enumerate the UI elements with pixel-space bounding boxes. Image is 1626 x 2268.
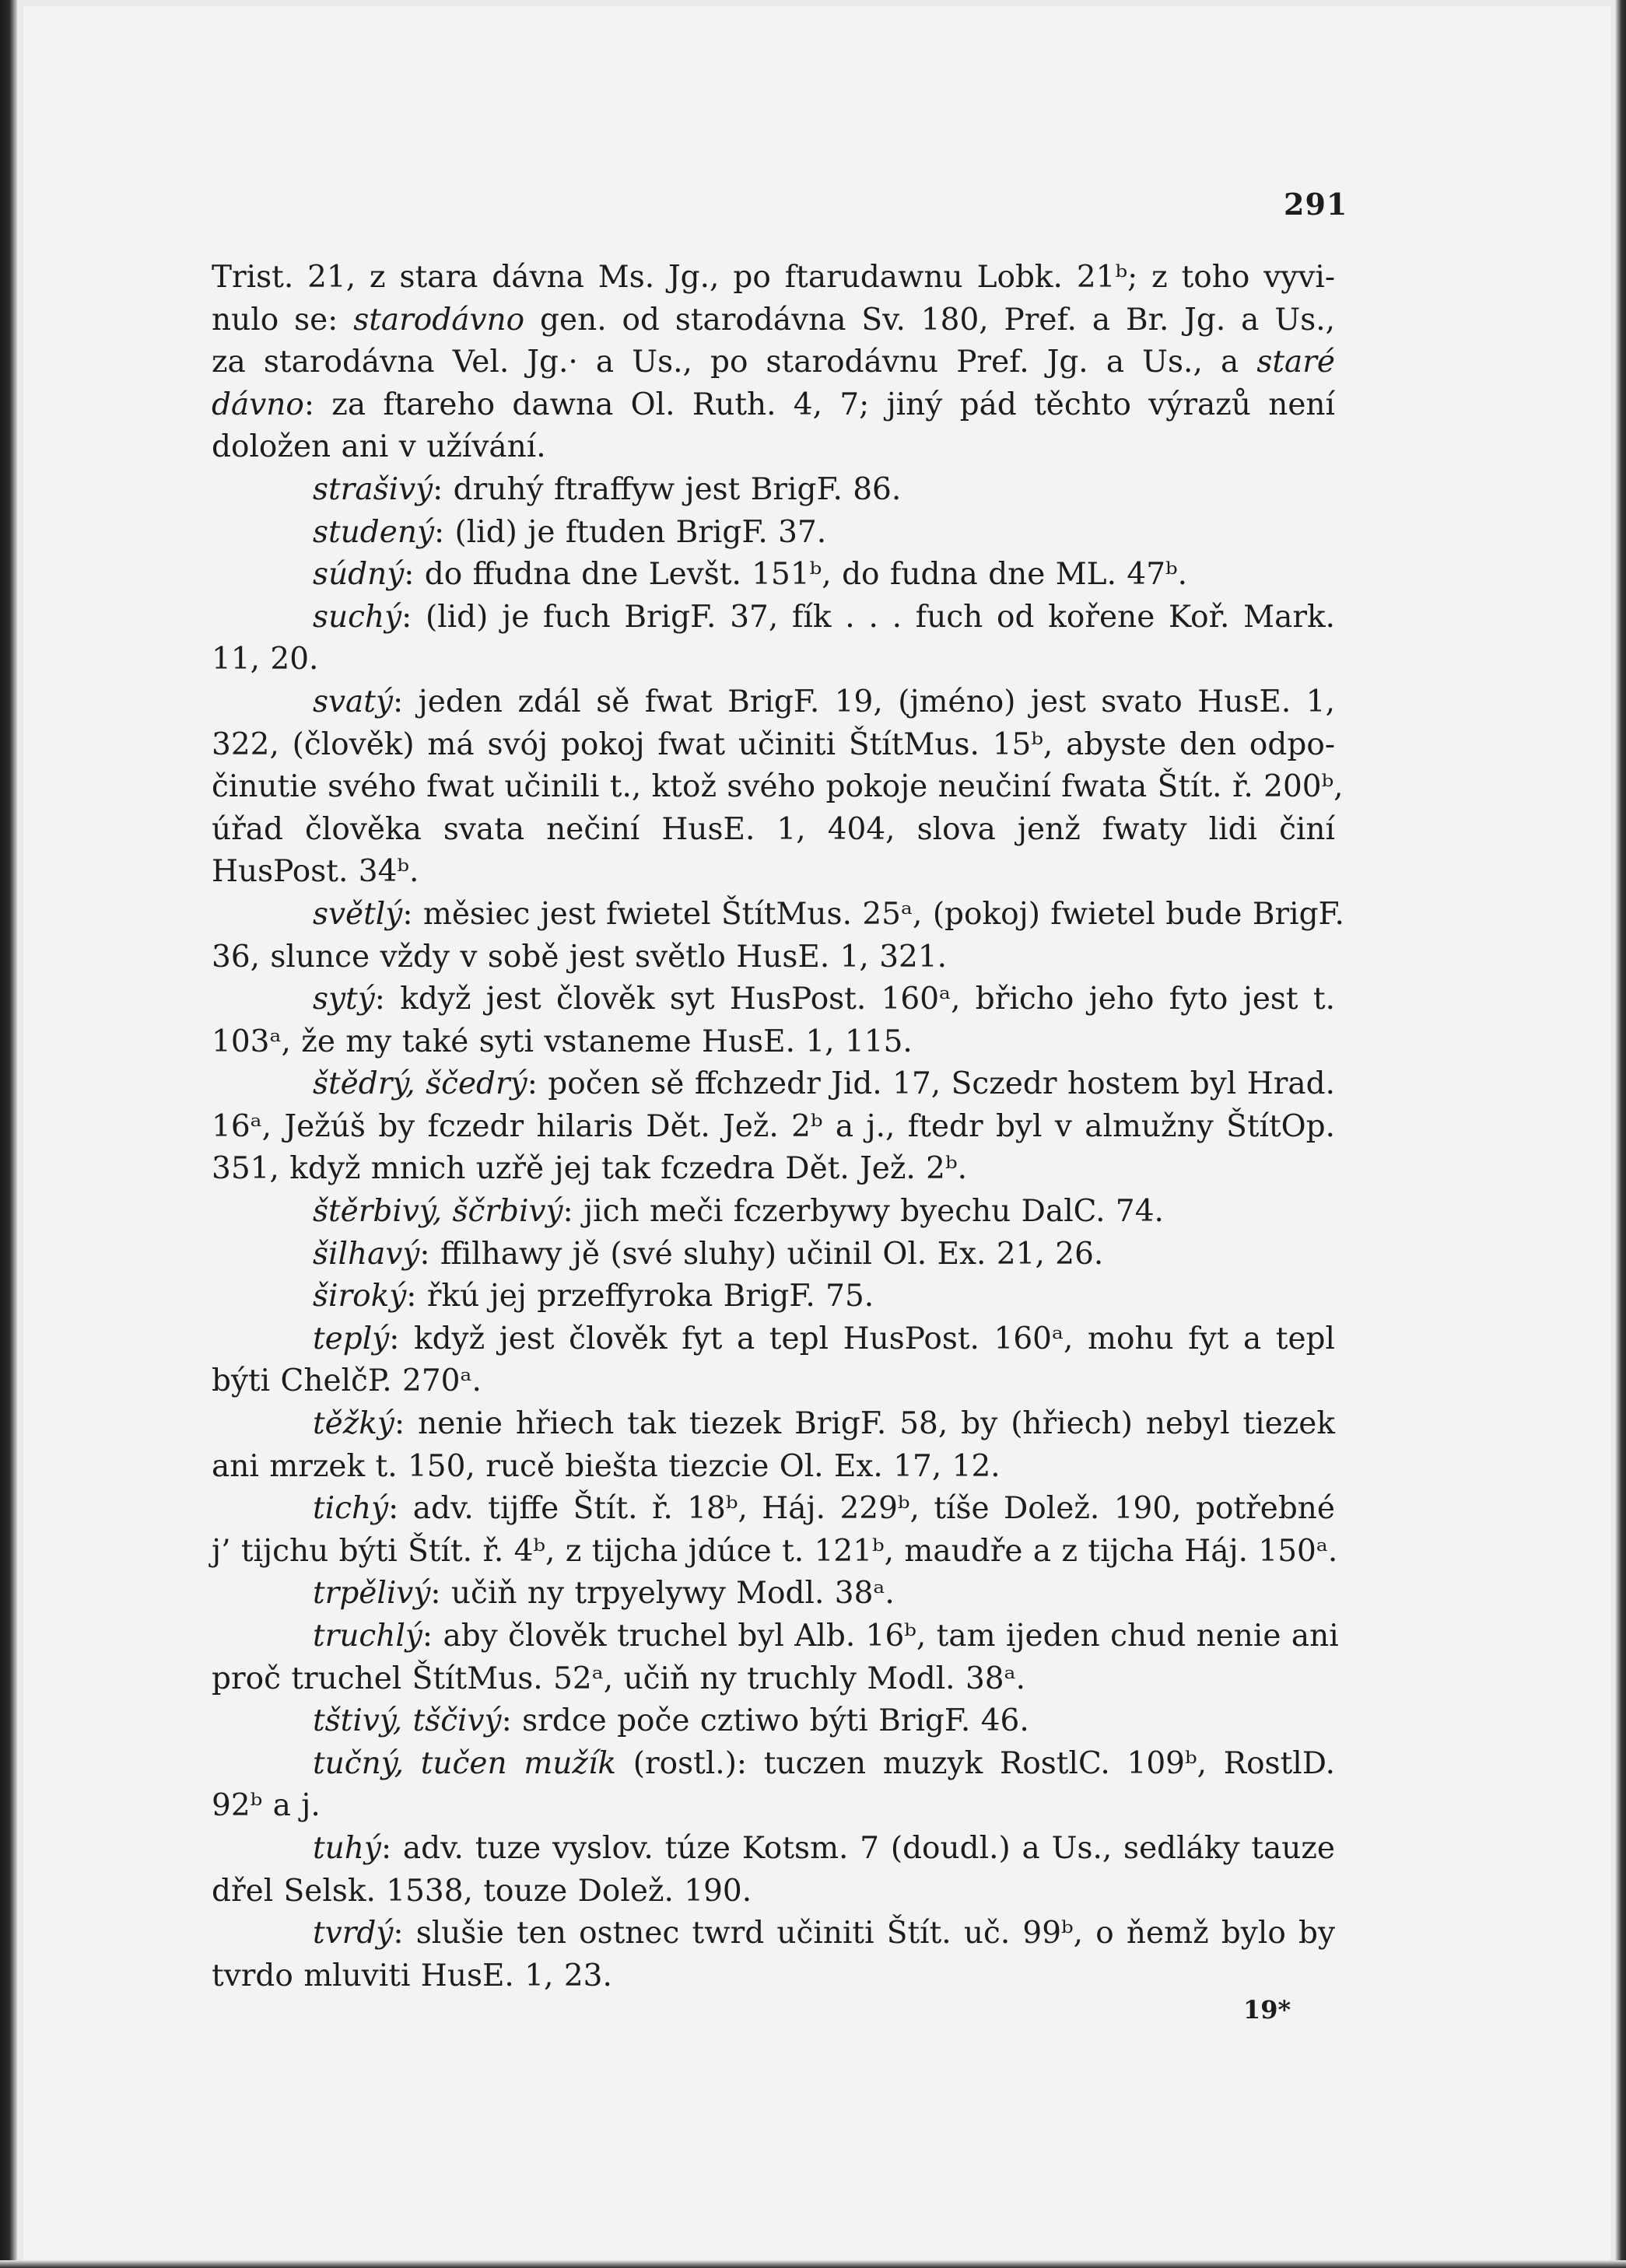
text-line: [212, 1276, 1335, 1318]
text-segment: býti ChelčP. 270ᵃ.: [212, 1363, 482, 1399]
headword: strašivý: [313, 471, 433, 507]
text-line: [212, 978, 1335, 1021]
text-line: [212, 639, 1335, 681]
text-line: [212, 1700, 1335, 1743]
text-segment: 11, 20.: [212, 642, 319, 677]
headword: tučný, tučen mužík: [313, 1745, 617, 1781]
text-line: [212, 554, 1335, 597]
text-line: [212, 257, 1335, 299]
text-line: [212, 512, 1335, 555]
text-segment: 16ᵃ, Ježúš by fczedr hilaris Dět. Jež. 2ᵇ a j., ftedr byl v almužny ŠtítOp.: [212, 1108, 1335, 1144]
dictionary-text-block: [212, 257, 1344, 1997]
text-line: [212, 936, 1335, 979]
text-line: [212, 1234, 1335, 1276]
text-line: [212, 766, 1344, 809]
text-line: [212, 1063, 1335, 1106]
text-line: [212, 1828, 1335, 1871]
text-line: [212, 299, 1335, 342]
text-segment: HusPost. 34ᵇ.: [212, 854, 419, 890]
text-segment: úřad člověka svata nečiní HusE. 1, 404, slova jenž fwaty lidi činí: [212, 811, 1335, 847]
text-segment: : slušie ten ostnec twrd učiniti Štít. uč. 99ᵇ, o ňemž bylo by: [393, 1916, 1335, 1951]
headword: staré: [1256, 345, 1335, 380]
headword: studený: [313, 514, 434, 550]
text-line: [212, 1615, 1339, 1658]
headword: široký: [313, 1279, 407, 1314]
text-line: [212, 1743, 1335, 1786]
text-segment: : ffilhawy jě (své sluhy) učinil Ol. Ex. 21, 26.: [419, 1236, 1104, 1272]
text-line: [212, 809, 1335, 852]
text-segment: : srdce poče cztiwo býti BrigF. 46.: [501, 1703, 1029, 1739]
headword: teplý: [313, 1321, 390, 1356]
text-segment: (rostl.): tuczen muzyk RostlC. 109ᵇ, RostlD.: [616, 1745, 1335, 1781]
text-line: [212, 1488, 1335, 1531]
text-segment: : (lid) je fuch BrigF. 37, fík . . . fuch od kořene Koř. Mark.: [401, 599, 1335, 635]
text-segment: proč truchel ŠtítMus. 52ᵃ, učiň ny truchly Modl. 38ᵃ.: [212, 1661, 1026, 1696]
text-line: [212, 1573, 1335, 1615]
signature-mark: 19*: [1243, 1995, 1291, 2025]
text-line: [212, 1913, 1335, 1955]
text-segment: : když jest člověk syt HusPost. 160ᵃ, břicho jeho fyto jest t.: [374, 982, 1335, 1017]
text-line: [212, 426, 1335, 469]
text-line: [212, 681, 1335, 724]
text-segment: ani mrzek t. 150, rucě biešta tiezcie Ol. Ex. 17, 12.: [212, 1448, 1000, 1484]
text-segment: j’ tijchu býti Štít. ř. 4ᵇ, z tijcha jdúce t. 121ᵇ, maudře a z tijcha Háj. 150ᵃ.: [212, 1533, 1338, 1569]
headword: súdný: [313, 557, 405, 593]
text-line: [212, 1531, 1338, 1573]
text-segment: 103ᵃ, že my také syti vstaneme HusE. 1, 115.: [212, 1024, 913, 1059]
text-line: [212, 384, 1335, 427]
headword: světlý: [313, 896, 403, 932]
text-segment: doložen ani v užívání.: [212, 429, 546, 465]
text-line: [212, 341, 1335, 384]
text-segment: Trist. 21, z stara dávna Ms. Jg., po ftarudawnu Lobk. 21ᵇ; z toho vyvi-: [212, 260, 1335, 295]
text-segment: : adv. tuze vyslov. túze Kotsm. 7 (doudl.) a Us., sedláky tauze: [380, 1830, 1335, 1866]
headword: svatý: [313, 684, 394, 719]
text-segment: gen. od starodávna Sv. 180, Pref. a Br. Jg. a Us.,: [524, 302, 1336, 338]
text-segment: nulo se:: [212, 302, 354, 338]
text-line: [212, 1360, 1335, 1403]
headword: trpělivý: [313, 1576, 431, 1612]
text-line: [212, 1446, 1335, 1489]
text-segment: : učiň ny trpyelywy Modl. 38ᵃ.: [430, 1576, 895, 1612]
text-line: [212, 894, 1344, 936]
headword: štědrý, ščedrý: [313, 1066, 527, 1102]
headword: dávno: [212, 387, 304, 422]
text-segment: : počen sě ffchzedr Jid. 17, Sczedr hostem byl Hrad.: [527, 1066, 1335, 1102]
text-segment: dřel Selsk. 1538, touze Dolež. 190.: [212, 1873, 752, 1909]
text-line: [212, 1021, 1335, 1064]
headword: tštivý, tščivý: [313, 1703, 502, 1739]
text-line: [212, 1658, 1335, 1701]
text-line: [212, 597, 1335, 639]
text-segment: činutie svého fwat učinili t., ktož svého pokoje neučiní fwata Štít. ř. 200ᵇ,: [212, 769, 1344, 805]
scan-right-edge: [1615, 0, 1626, 2268]
text-segment: : (lid) je ftuden BrigF. 37.: [434, 514, 827, 550]
text-segment: : když jest člověk fyt a tepl HusPost. 160ᵃ, mohu fyt a tepl: [389, 1321, 1335, 1356]
headword: šilhavý: [313, 1236, 420, 1272]
text-segment: 36, slunce vždy v sobě jest světlo HusE. 1, 321.: [212, 939, 948, 975]
text-segment: tvrdo mluviti HusE. 1, 23.: [212, 1958, 612, 1993]
scan-bottom-edge: [0, 2260, 1626, 2268]
text-segment: 322, (člověk) má svój pokoj fwat učiniti ŠtítMus. 15ᵇ, abyste den odpo-: [212, 726, 1335, 762]
text-segment: : adv. tijffe Štít. ř. 18ᵇ, Háj. 229ᵇ, tíše Dolež. 190, potřebné: [388, 1491, 1335, 1527]
text-line: [212, 1191, 1335, 1234]
text-segment: : měsiec jest fwietel ŠtítMus. 25ᵃ, (pokoj) fwietel bude BrigF.: [402, 896, 1344, 932]
headword: těžký: [313, 1406, 394, 1442]
text-line: [212, 1955, 1335, 1998]
text-line: [212, 1148, 1335, 1191]
text-segment: : za ftareho dawna Ol. Ruth. 4, 7; jiný pád těchto výrazů není: [303, 387, 1335, 422]
page-number: 291: [1284, 187, 1348, 222]
headword: tvrdý: [313, 1916, 394, 1951]
book-page: [23, 6, 1610, 2260]
text-line: [212, 469, 1335, 512]
headword: tuhý: [313, 1830, 381, 1866]
headword: suchý: [313, 599, 402, 635]
text-segment: : řkú jej przeffyroka BrigF. 75.: [406, 1279, 874, 1314]
text-segment: 92ᵇ a j.: [212, 1788, 321, 1824]
text-line: [212, 1106, 1335, 1149]
scan-left-edge: [0, 0, 17, 2268]
text-line: [212, 1785, 1335, 1828]
text-segment: : do ffudna dne Levšt. 151ᵇ, do fudna dne ML. 47ᵇ.: [404, 557, 1187, 593]
headword: štěrbivý, ščrbivý: [313, 1194, 563, 1230]
text-segment: : druhý ftraffyw jest BrigF. 86.: [433, 471, 902, 507]
text-line: [212, 1403, 1335, 1446]
headword: starodávno: [353, 302, 525, 338]
headword: truchlý: [313, 1619, 422, 1654]
text-segment: : jeden zdál sě fwat BrigF. 19, (jméno) jest svato HusE. 1,: [393, 684, 1335, 719]
text-line: [212, 851, 1335, 894]
text-line: [212, 1318, 1335, 1361]
text-segment: za starodávna Vel. Jg.· a Us., po starodávnu Pref. Jg. a Us., a: [212, 345, 1257, 380]
text-segment: : jich meči fczerbywy byechu DalC. 74.: [562, 1194, 1164, 1230]
text-line: [212, 1871, 1335, 1913]
headword: tichý: [313, 1491, 389, 1527]
text-segment: : nenie hřiech tak tiezek BrigF. 58, by (hřiech) nebyl tiezek: [394, 1406, 1335, 1442]
text-segment: : aby člověk truchel byl Alb. 16ᵇ, tam ijeden chud nenie ani: [422, 1619, 1339, 1654]
headword: sytý: [313, 982, 375, 1017]
text-segment: 351, když mnich uzřě jej tak fczedra Dět. Jež. 2ᵇ.: [212, 1151, 967, 1187]
text-line: [212, 724, 1335, 767]
